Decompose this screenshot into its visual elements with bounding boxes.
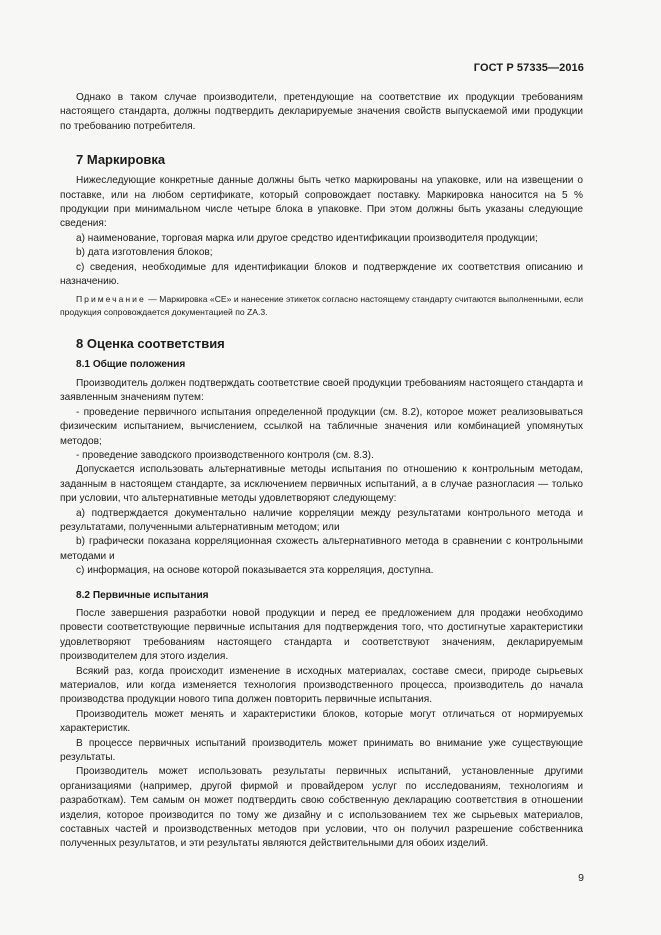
s82-paragraph-1: После завершения разработки новой продукции и перед ее предложением для продажи необходимо провести соответствующие первичные испытания для подтверждения того, что достигнутые характеристики удовлетворяют требованиям настоящего стандарта и соответствуют значениям, декларируемым производителем для этого изделия. [60,607,583,663]
s81-item-c: c) информация, на основе которой показывается эта корреляция, доступна. [76,565,434,577]
s81-dash-2: - проведение заводского производственного контроля (см. 8.3). [76,449,374,461]
s82-paragraph-2: Всякий раз, когда происходит изменение в исходных материалах, составе смеси, природе сырьевых материалов, или когда изменяется технология производственного процесса, производитель до начала производства продукции нового типа должен повторить первичные испытания. [60,665,583,706]
s82-paragraph-3: Производитель может менять и характеристики блоков, которые могут отличаться от нормируемых характеристик. [60,708,583,735]
note-text: — Маркировка «CE» и нанесение этикеток согласно настоящему стандарту считаются выполненными, если продукция сопровождается документацией по ZA.3. [60,294,583,317]
note-label: Примечание [76,294,146,305]
s81-paragraph-1: Производитель должен подтверждать соответствие своей продукции требованиям настоящего стандарта и заявленным значениям путем: [60,377,583,404]
s81-item-b: b) графически показана корреляционная схожесть альтернативного метода в сравнении с контрольными методами и [60,536,583,562]
s7-paragraph: Нижеследующие конкретные данные должны быть четко маркированы на упаковке, или на извещении о поставке, или на любом сертификате, который сопровождает поставку. Маркировка наносится на 5 % продукции при минимальном числе четыре блока в упаковке. При этом должны быть указаны следующие сведения: [60,175,583,230]
s81-paragraph-2: Допускается использовать альтернативные методы испытания по отношению к контрольным методам, заданным в настоящем стандарте, за исключением первичных испытаний, а в случае разногласия — только при условии, что альтернативные методы удовлетворяют следующему: [60,464,583,505]
s81-dash-1: - проведение первичного испытания определенной продукции (см. 8.2), которое может реализовываться физическим испытанием, вычислением, ссылкой на табличные значения или комбинацией упомянутых методов; [60,406,583,447]
s7-item-a: a) наименование, торговая марка или другое средство идентификации производителя продукции; [76,232,538,244]
s82-paragraph-5: Производитель может использовать результаты первичных испытаний, установленные другими организациями (например, другой фирмой и провайдером услуг по исследованиям, технологиям и разработкам). Тем самым он может подтвердить свою собственную декларацию соответствия в отношении изделия, которое производится по тому же дизайну и с использованием тех же сырьевых материалов, составных частей и производственных методов при условии, что он получил разрешение собственника полученных результатов, и эти результаты являются действительными для обоих изделий. [60,766,583,850]
section-8-1-heading: 8.1 Общие положения [76,359,186,371]
page-number: 9 [578,872,584,884]
s7-note [60,293,583,318]
s81-item-a: a) подтверждается документально наличие корреляции между результатами контрольного метода и результатами, полученными альтернативным методом; или [60,507,583,533]
s82-paragraph-4: В процессе первичных испытаний производитель может принимать во внимание уже существующие результаты. [60,737,583,764]
standard-code: ГОСТ Р 57335—2016 [473,62,584,74]
s7-item-b: b) дата изготовления блоков; [76,247,213,259]
intro-paragraph: Однако в таком случае производители, претендующие на соответствие их продукции требованиям настоящего стандарта, должны подтвердить декларируемые значения свойств выпускаемой ими продукции по требованию потребителя. [60,92,583,132]
s7-item-c: c) сведения, необходимые для идентификации блоков и подтверждение их соответствия описанию и назначению. [60,261,583,288]
section-8-heading: 8 Оценка соответствия [76,336,225,352]
page-content [60,91,583,852]
section-8-2-heading: 8.2 Первичные испытания [76,589,209,601]
section-7-heading: 7 Маркировка [76,152,166,168]
